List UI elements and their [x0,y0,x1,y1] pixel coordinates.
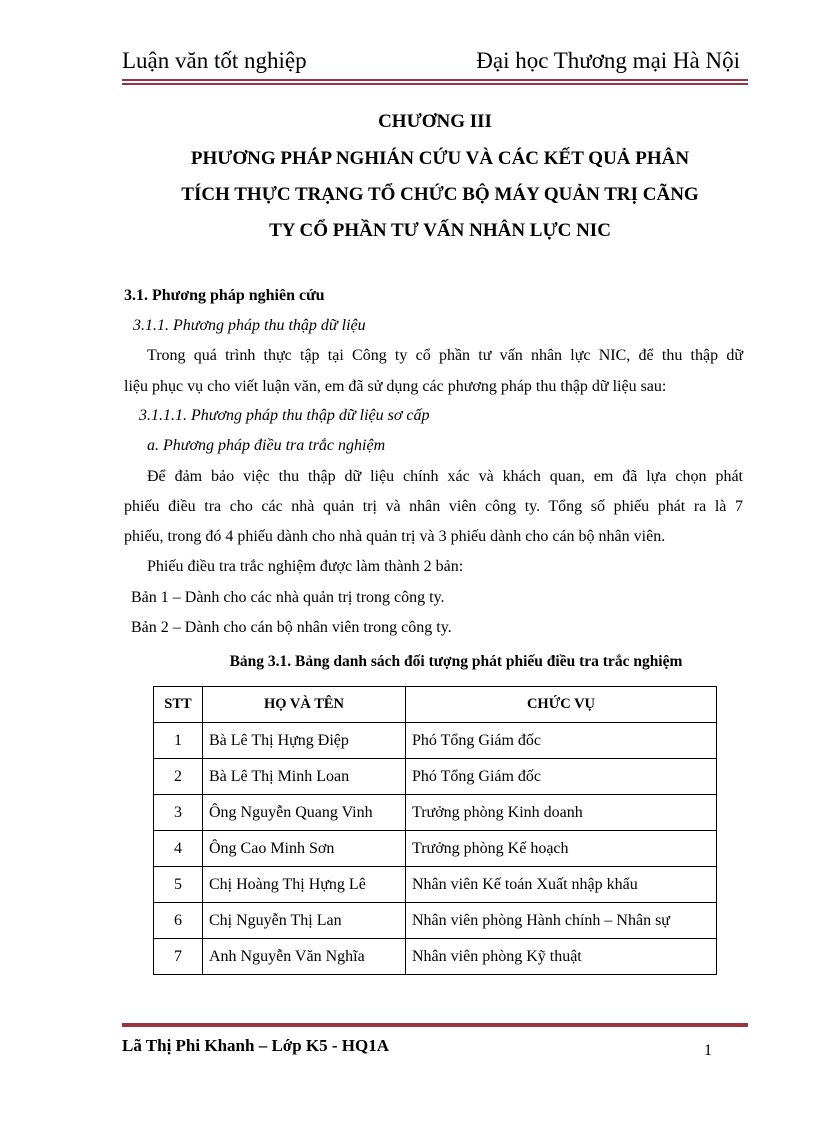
column-header-position: CHỨC VỤ [406,687,717,723]
paragraph-1-line-1: Trong quá trình thực tập tại Công ty cổ phần tư vấn nhân lực NIC, để thu thập dữ [147,347,743,364]
cell-stt: 6 [154,903,203,939]
cell-name: Chị Hoàng Thị Hựng Lê [203,867,406,903]
header-left: Luận văn tốt nghiệp [122,48,307,73]
table-caption: Bảng 3.1. Bảng danh sách đối tượng phát phiếu điều tra trắc nghiệm [229,653,683,670]
cell-position: Trưởng phòng Kinh doanh [406,795,717,831]
chapter-heading: CHƯƠNG III [378,111,492,132]
staff-table [153,686,717,975]
paragraph-2-line-1: Để đảm bảo việc thu thập dữ liệu chính xác và khách quan, em đã lựa chọn phát [147,468,743,485]
chapter-title-line-2: TÍCH THỰC TRẠNG TỔ CHỨC BỘ MÁY QUẢN TRỊ CÃNG [181,184,699,205]
cell-stt: 1 [154,723,203,759]
table-row [154,723,717,759]
cell-name: Chị Nguyễn Thị Lan [203,903,406,939]
table-row [154,831,717,867]
cell-position: Phó Tổng Giám đốc [406,723,717,759]
table-row [154,903,717,939]
cell-stt: 3 [154,795,203,831]
cell-position: Phó Tổng Giám đốc [406,759,717,795]
section-3-1-heading: 3.1. Phương pháp nghiên cứu [124,287,325,304]
cell-position: Nhân viên phòng Kỹ thuật [406,939,717,975]
cell-stt: 7 [154,939,203,975]
footer-author: Lã Thị Phi Khanh – Lớp K5 - HQ1A [122,1036,390,1055]
cell-position: Nhân viên phòng Hành chính – Nhân sự [406,903,717,939]
table-row [154,759,717,795]
table-header-row [154,687,717,723]
paragraph-1-line-2: liệu phục vụ cho viết luận văn, em đã sử dụng các phương pháp thu thập dữ liệu sau: [124,378,667,395]
cell-name: Ông Cao Minh Sơn [203,831,406,867]
table-row [154,867,717,903]
footer-divider-gap [122,1027,748,1029]
paragraph-2-line-2: phiếu điều tra cho các nhà quản trị và nhân viên công ty. Tổng số phiếu phát ra là 7 [124,498,743,515]
cell-position: Trưởng phòng Kế hoạch [406,831,717,867]
cell-position: Nhân viên Kế toán Xuất nhập khẩu [406,867,717,903]
table-row [154,939,717,975]
cell-name: Anh Nguyễn Văn Nghĩa [203,939,406,975]
cell-name: Ông Nguyễn Quang Vinh [203,795,406,831]
section-3-1-1-heading: 3.1.1. Phương pháp thu thập dữ liệu [133,317,366,334]
header-divider-gap [122,81,748,83]
table-row [154,795,717,831]
chapter-title-line-1: PHƯƠNG PHÁP NGHIÁN CỨU VÀ CÁC KẾT QUẢ PHÂN [190,148,690,169]
paragraph-2-line-3: phiếu, trong đó 4 phiếu dành cho nhà quản trị và 3 phiếu dành cho cán bộ nhân viên. [124,528,666,545]
section-3-1-1-1-heading: 3.1.1.1. Phương pháp thu thập dữ liệu sơ cấp [139,407,430,424]
cell-stt: 2 [154,759,203,795]
page-number: 1 [704,1042,712,1059]
cell-name: Bà Lê Thị Hựng Điệp [203,723,406,759]
chapter-title-line-3: TY CỔ PHẦN TƯ VẤN NHÂN LỰC NIC [269,220,611,241]
paragraph-3: Phiếu điều tra trắc nghiệm được làm thành 2 bản: [147,558,464,575]
cell-stt: 4 [154,831,203,867]
cell-stt: 5 [154,867,203,903]
list-item-ban-1: Bản 1 – Dành cho các nhà quản trị trong công ty. [131,589,445,606]
column-header-stt: STT [154,687,203,723]
header-right: Đại học Thương mại Hà Nội [476,48,740,73]
column-header-name: HỌ VÀ TÊN [203,687,406,723]
section-a-heading: a. Phương pháp điều tra trắc nghiệm [147,437,386,454]
list-item-ban-2: Bản 2 – Dành cho cán bộ nhân viên trong công ty. [131,619,452,636]
cell-name: Bà Lê Thị Minh Loan [203,759,406,795]
